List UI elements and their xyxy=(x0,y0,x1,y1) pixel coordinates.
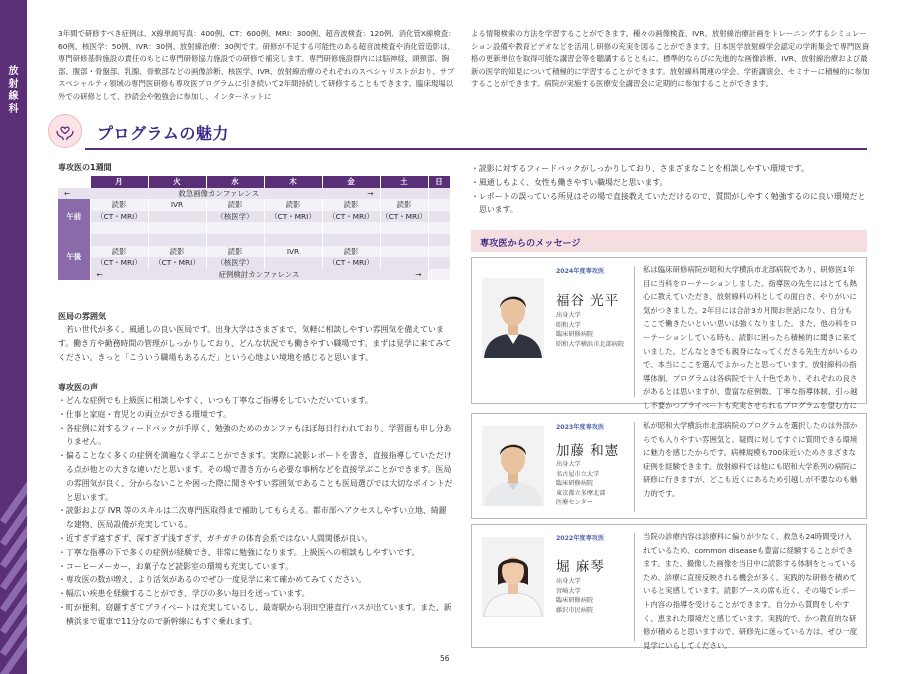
resident-affiliation xyxy=(556,460,632,508)
affiliation-line: 出身大学 xyxy=(556,578,581,585)
schedule-cell: 読影 xyxy=(90,246,148,258)
message-section-title: 専攻医からのメッセージ xyxy=(480,238,581,249)
schedule-cell: （CT・MRI） xyxy=(322,211,380,223)
conference-label: 救急画像カンファレンス xyxy=(178,188,260,198)
list-item: ・ 読影および IVR 等のスキルは二次専門医取得まで補助してもらえる。都市部へアクセスしやすい立地、綺麗な建物、医局設備が充実している。 xyxy=(58,504,453,532)
list-item: ・ 偏ることなく多くの症例を満遍なく学ぶことができます。実際に読影レポートを書き、直接指導していただける点が他との大きな違いだと思います。その場で書き方から必要な事柄などを直接学ぶことができます。医局の雰囲気が良く、分からないことや困った際に聞きやすい雰囲気であることも医局選びでは大切なポイントだと思います。 xyxy=(58,449,453,504)
schedule-cell xyxy=(428,246,450,258)
evening-conference-row xyxy=(58,269,450,281)
resident-card xyxy=(471,413,867,519)
schedule-cell: 読影 xyxy=(148,246,206,258)
list-item: ・ レポートの誤っている所見はその場で直接教えていただけるので、質問がしやすく勉強するのに良い環境だと思います。 xyxy=(471,190,871,218)
list-item: ・ 幅広い疾患を経験することができ、学びの多い毎日を送っています。 xyxy=(58,587,453,601)
arrow-right-icon: → xyxy=(415,269,422,279)
schedule-cell xyxy=(428,199,450,211)
list-item: ・ 近すぎず遠すぎず、深すぎず浅すぎず、ガチガチの体育会系ではない人間関係が良い。 xyxy=(58,532,453,546)
resident-photo xyxy=(482,426,544,506)
schedule-cell: IVR xyxy=(148,199,206,211)
schedule-row xyxy=(58,234,450,246)
resident-message: 当院の診療内容は診療科に偏りが少なく、救急も24時間受け入れているため、common diseaseも豊富に経験することができます。また、撮像した画像を当日中に読影する体制をとっているため、診療に直接反映される機会が多く、実践的な研修を積めていると実感しています。読影ブースの席も近く、その場でレポート内容の指導を受けることができます。自分から質問をしやすく、恵まれた環境だと感じています。実践的で、かつ教育的な研修が積めると思いますので、研修先に迷っている方は、ぜひ一度見学にいらしてください。 xyxy=(643,532,858,650)
list-item: ・ 専攻医の数が増え、より活気があるのでぜひ一度見学に来て確かめてみてください。 xyxy=(58,573,453,587)
section-title: プログラムの魅力 xyxy=(97,124,229,143)
resident-affiliation xyxy=(556,577,632,615)
atmosphere-title: 医局の雰囲気 xyxy=(58,312,106,321)
schedule-cell: 読影 xyxy=(380,199,428,211)
schedule-cell: 読影 xyxy=(206,199,264,211)
resident-year: 2023年度専攻医 xyxy=(556,424,605,431)
list-item: ・ 読影に対するフィードバックがしっかりしており、さまざまなことを相談しやすい環境です。 xyxy=(471,162,871,176)
resident-card xyxy=(471,257,867,410)
hands-heart-icon xyxy=(48,114,82,148)
page-number: 56 xyxy=(440,654,450,663)
affiliation-line: 宮崎大学 xyxy=(556,587,581,595)
arrow-left-icon: ← xyxy=(96,269,103,279)
schedule-cell: 読影 xyxy=(90,199,148,211)
list-item: ・ どんな症例でも上級医に相談しやすく、いつも丁寧なご指導をしていただいています。 xyxy=(58,394,453,408)
resident-name: 福谷 光平 xyxy=(556,293,620,309)
schedule-cell: （CT・MRI） xyxy=(322,257,380,269)
schedule-cell xyxy=(428,211,450,223)
schedule-row xyxy=(58,222,450,234)
affiliation-line: 臨床研修病院 xyxy=(556,480,594,487)
day-header: 水 xyxy=(206,176,264,188)
resident-year: 2024年度専攻医 xyxy=(556,268,605,275)
affiliation-line: 出身大学 xyxy=(556,461,581,468)
resident-year: 2022年度専攻医 xyxy=(556,535,605,542)
resident-photo xyxy=(482,537,544,617)
schedule-title: 専攻医の1週間 xyxy=(58,163,112,172)
schedule-cell: （核医学） xyxy=(206,211,264,223)
day-header: 金 xyxy=(322,176,380,188)
resident-card xyxy=(471,524,867,648)
section-divider xyxy=(85,148,867,150)
morning-conference xyxy=(58,188,380,200)
resident-name: 堀 麻琴 xyxy=(556,559,605,575)
schedule-cell xyxy=(380,246,428,258)
schedule-cell xyxy=(148,211,206,223)
intro-paragraph-left: 3年間で研修すべき症例は、X線単純写真：400例、CT：600例、MRI：300例、超音波検査：120例、消化管X線検査：60例、核医学：50例、IVR：30例、放射線治療：30例です。研修が不足する可能性のある超音波検査や消化管造影は、専門研修基幹施設の責任のもとに専門研修協力施設での研修で補完します。専門研修施設群内には脳神経、頭頸部、胸部、腹部・骨盤部、乳腺、骨軟部などの画像診断、核医学、IVR、放射線治療のそれぞれのスペシャリストがおり、サブスペシャルティ領域の専門医研修も専攻医プログラムに引き続いて2年間持続して研修することもできます。臨床現場以外での研修として、抄読会や勉強会に参加し、インターネットに xyxy=(58,29,456,101)
card-divider xyxy=(634,266,635,397)
list-item: ・ コーヒーメーカー、お菓子など読影室の環境も充実しています。 xyxy=(58,560,453,574)
card-divider xyxy=(634,422,635,512)
schedule-cell: 読影 xyxy=(322,199,380,211)
affiliation-line: 医療センター xyxy=(556,499,593,506)
conference-label: 症例検討カンファレンス xyxy=(218,269,300,279)
day-header: 木 xyxy=(264,176,322,188)
day-header: 火 xyxy=(148,176,206,188)
afternoon-label: 午後 xyxy=(58,234,90,280)
schedule-cell xyxy=(264,257,322,269)
schedule-header-row xyxy=(58,176,450,188)
department-label-char: 線 xyxy=(8,91,19,102)
arrow-right-icon: → xyxy=(367,188,374,198)
evening-conference xyxy=(90,269,428,281)
list-item: ・ 町が便利、窃麗すぎてプライベートは充実しているし、最寄駅から羽田空港直行バスが出ています。また、新横浜まで電車で11分なので新幹線にもすぐ乗れます。 xyxy=(58,601,453,629)
card-divider xyxy=(634,533,635,641)
schedule-cell: （CT・MRI） xyxy=(381,211,427,221)
schedule-cell xyxy=(380,188,428,200)
schedule-cell: （CT・MRI） xyxy=(90,257,148,269)
voices-list xyxy=(58,394,453,629)
schedule-cell: 読影 xyxy=(206,246,264,258)
resident-name: 加藤 和憲 xyxy=(556,443,620,459)
schedule-row xyxy=(58,257,450,269)
affiliation-line: 昭和大学横浜市北部病院 xyxy=(556,340,625,348)
voices-title: 専攻医の声 xyxy=(58,383,98,392)
list-item: ・ 各症例に対するフィードバックが手厚く、勉強のためのカンファもほぼ毎日行われており、学習面も申し分ありません。 xyxy=(58,422,453,450)
schedule-cell xyxy=(428,269,450,281)
list-item: ・ 仕事と家庭・育児との両立ができる環境です。 xyxy=(58,408,453,422)
atmosphere-body: 若い世代が多く、風通しの良い医局です。出身大学はさまざまで、気軽に相談しやすい雰囲気を備えています。働き方や勤務時間の管理がしっかりしており、どんな状況でも働きやすい職場です。まずは見学に来てみてください。きっと「こういう職場もあるんだ」という心地よい境地を感じると思います。 xyxy=(58,325,452,362)
schedule-cell xyxy=(428,257,450,269)
day-header: 月 xyxy=(90,176,148,188)
department-label-char: 射 xyxy=(8,78,19,90)
schedule-cell: （CT・MRI） xyxy=(148,257,206,269)
schedule-cell: （核医学） xyxy=(206,257,264,269)
arrow-left-icon: ← xyxy=(64,188,71,198)
schedule-cell: （CT・MRI） xyxy=(90,211,148,223)
department-label-char: 放 xyxy=(8,66,19,77)
resident-photo xyxy=(482,278,544,358)
intro-paragraph-right: よる情報検索の方法を学習することができます。種々の画像検査、IVR、放射線治療計画をトレーニングするシミュレーション設備や教育ビデオなどを活用し研修の充実を図ることができます。日本医学放射線学会認定の学術集会で専門医資格の更新単位を取得可能な講習会等を聴講するとともに、標準的ならびに先進的な画像診断、IVR、放射線治療および最新の医学的知見について積極的に学習することができます。放射線科関連の学会、学術講演会、セミナーに積極的に参加することができます。病院が実施する医療安全講習会に定期的に参加することができます。 xyxy=(471,29,870,88)
schedule-row xyxy=(58,211,450,223)
day-header: 土 xyxy=(380,176,428,188)
list-item: ・ 丁寧な指導の下で多くの症例が経験でき、非常に勉強になります。上級医への相談もしやすいです。 xyxy=(58,546,453,560)
affiliation-line: 東京都立多摩北部 xyxy=(556,489,606,497)
affiliation-line: 臨床研修病院 xyxy=(556,597,594,604)
schedule-row xyxy=(58,199,450,211)
schedule-cell: 読影 xyxy=(264,199,322,211)
day-header: 日 xyxy=(428,176,450,188)
sidebar-stripes xyxy=(0,474,27,674)
message-section-header xyxy=(471,230,867,252)
affiliation-line: 名古屋市立大学 xyxy=(556,470,600,478)
affiliation-line: 出身大学 xyxy=(556,312,581,319)
schedule-row xyxy=(58,246,450,258)
resident-message: 私が昭和大学横浜市北部病院のプログラムを選択したのは外部からでも入りやすい雰囲気と、疑問に対してすぐに質問できる環境に魅力を感じたからです。病棟規模も700床近いためさまざまな症例を経験できます。放射線科では他にも昭和大学系列の病院に研修に行きますが、どこも近くにあるため引越しが不要なのも魅力的です。 xyxy=(643,421,858,498)
weekly-schedule-table xyxy=(58,176,451,280)
list-item: ・ 風通しもよく、女性も働きやすい職場だと思います。 xyxy=(471,176,871,190)
affiliation-line: 昭和大学 xyxy=(556,321,581,329)
resident-message: 私は臨床研修病院が昭和大学横浜市北部病院であり、研修医1年目に当科をローテーションしました。指導医の先生にはとても熱心に教えていただき、放射線科の科としての面白さ、やりがいに気がつきました。2年目には合計3カ月間お世話になり、自分もここで働きたいといい思いは強くなりました。また、他の科をローテーションしている時も、読影に困ったら積極的に聞きに来ていました。どんなときでも親身になってくださる先生方がいるので、本当にここを選んでよかったと思っています。放射線科の指導体制、プログラムは各病院で十人十色であり、それぞれの良さがあるとは思いますが、豊富な症例数、丁寧な指導体制、引っ越し不要かつプライベートも充実させられるプログラムを望む方に xyxy=(643,265,858,410)
right-bullet-list xyxy=(471,162,871,217)
schedule-corner xyxy=(58,176,90,188)
schedule-cell xyxy=(428,188,450,200)
department-label-char: 科 xyxy=(8,103,19,115)
schedule-cell: IVR xyxy=(264,246,322,258)
morning-conference-row xyxy=(58,188,450,200)
section-header xyxy=(45,114,867,150)
department-label xyxy=(0,66,27,116)
schedule-cell: （CT・MRI） xyxy=(264,211,322,223)
schedule-cell xyxy=(380,257,428,269)
schedule-cell: 読影 xyxy=(322,246,380,258)
resident-affiliation xyxy=(556,311,632,349)
affiliation-line: 藤沢市民病院 xyxy=(556,606,594,614)
sidebar xyxy=(0,0,27,674)
morning-label: 午前 xyxy=(58,199,90,234)
affiliation-line: 臨床研修病院 xyxy=(556,331,594,338)
